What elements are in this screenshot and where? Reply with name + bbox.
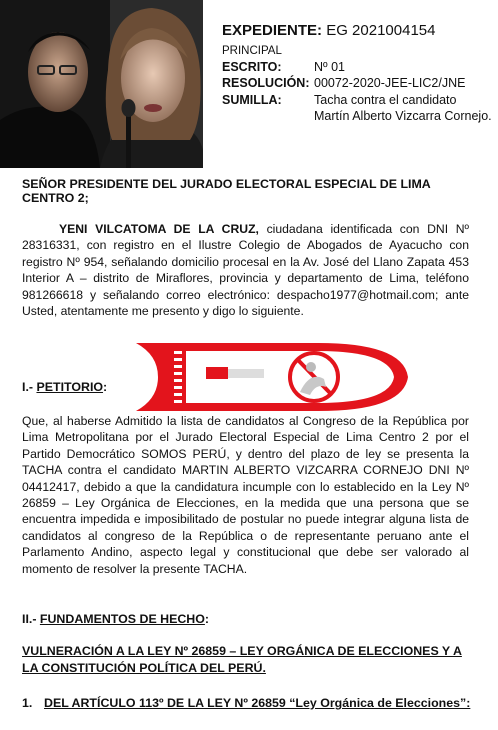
intro-paragraph xyxy=(22,221,469,319)
escrito-label: ESCRITO: xyxy=(222,60,282,75)
section-petitorio-heading xyxy=(22,380,107,394)
escrito-value: Nº 01 xyxy=(314,60,345,75)
section-petitorio-suffix: : xyxy=(103,380,108,394)
persons-photo-illustration xyxy=(0,0,203,168)
article-number: 1. xyxy=(22,696,33,710)
petitorio-paragraph: Que, al haberse Admitido la lista de candidatos al Congreso de la República por Lima Metropolitana por el Jurado Electoral Especial de Lima Centro 2 por el Partido Democrático SOMOS PERÚ, y dentro del plazo de ley se presenta la TACHA contra el candidato MARTIN ALBERTO VIZCARRA CORNEJO DNI Nº 04412417, debido a que la candidatura incumple con lo establecido en la Ley Nº 26859 – Ley Orgánica de Elecciones, en la medida que una persona que se encuentra impedida e imposibilitado de postular no puede integrar alguna lista de candidatos al congreso de la República o de representante peruano ante el Parlamento Andino, aspecto legal y constitucional que debe ser valorado al momento de resolver la presente TACHA. xyxy=(22,414,469,576)
logo-vertical-bar xyxy=(170,347,186,407)
party-logo xyxy=(128,337,410,417)
sumilla-value: Tacha contra el candidato Martín Alberto Vizcarra Cornejo. xyxy=(314,92,492,123)
intro-name: YENI VILCATOMA DE LA CRUZ, xyxy=(59,222,259,236)
section-fundamentos-title: FUNDAMENTOS DE HECHO xyxy=(39,612,205,626)
expediente-row xyxy=(222,21,492,41)
section-fundamentos-prefix: II.- xyxy=(22,612,40,626)
article-113-heading xyxy=(22,696,470,710)
section-fundamentos-heading xyxy=(22,612,209,626)
vulneracion-heading: VULNERACIÓN A LA LEY Nº 26859 – LEY ORGÁNICA DE ELECCIONES Y A LA CONSTITUCIÓN POLÍTICA DEL PERÚ. xyxy=(22,644,462,675)
expediente-value: EG 2021004154 xyxy=(326,22,436,39)
logo-red-block xyxy=(206,367,228,379)
case-header xyxy=(222,21,492,124)
principal-label: PRINCIPAL xyxy=(222,45,282,57)
section-fundamentos-suffix: : xyxy=(204,612,210,626)
expediente-label: EXPEDIENTE: xyxy=(222,22,323,39)
article-title: DEL ARTÍCULO 113º DE LA LEY Nº 26859 “Ley Orgánica de Elecciones”: xyxy=(44,696,471,710)
resolucion-label: RESOLUCIÓN: xyxy=(222,76,310,91)
sumilla-row xyxy=(222,92,492,124)
section-petitorio-title: PETITORIO xyxy=(36,380,104,394)
intro-text: ciudadana identificada con DNI Nº 28316331, con registro en el Ilustre Colegio de Abogados de Ayacucho con registro Nº 954, señalando domicilio procesal en la Av. José del Llano Zapata 453 Interior A – distrito de Miraflores, provincia y departamento de Lima, teléfono 981266618 y señalando correo electrónico: despacho1977@hotmail.com; ante Usted, atentamente me presento y digo lo siguiente. xyxy=(22,222,469,319)
resolucion-value: 00072-2020-JEE-LIC2/JNE xyxy=(314,76,466,91)
sumilla-label: SUMILLA: xyxy=(222,92,282,107)
resolucion-row xyxy=(222,75,492,91)
logo-grey-bar xyxy=(228,369,264,378)
escrito-row xyxy=(222,59,492,75)
header-photo xyxy=(0,0,203,168)
addressee: SEÑOR PRESIDENTE DEL JURADO ELECTORAL ESPECIAL DE LIMA CENTRO 2; xyxy=(22,177,431,205)
section-petitorio-prefix: I.- xyxy=(22,380,37,394)
